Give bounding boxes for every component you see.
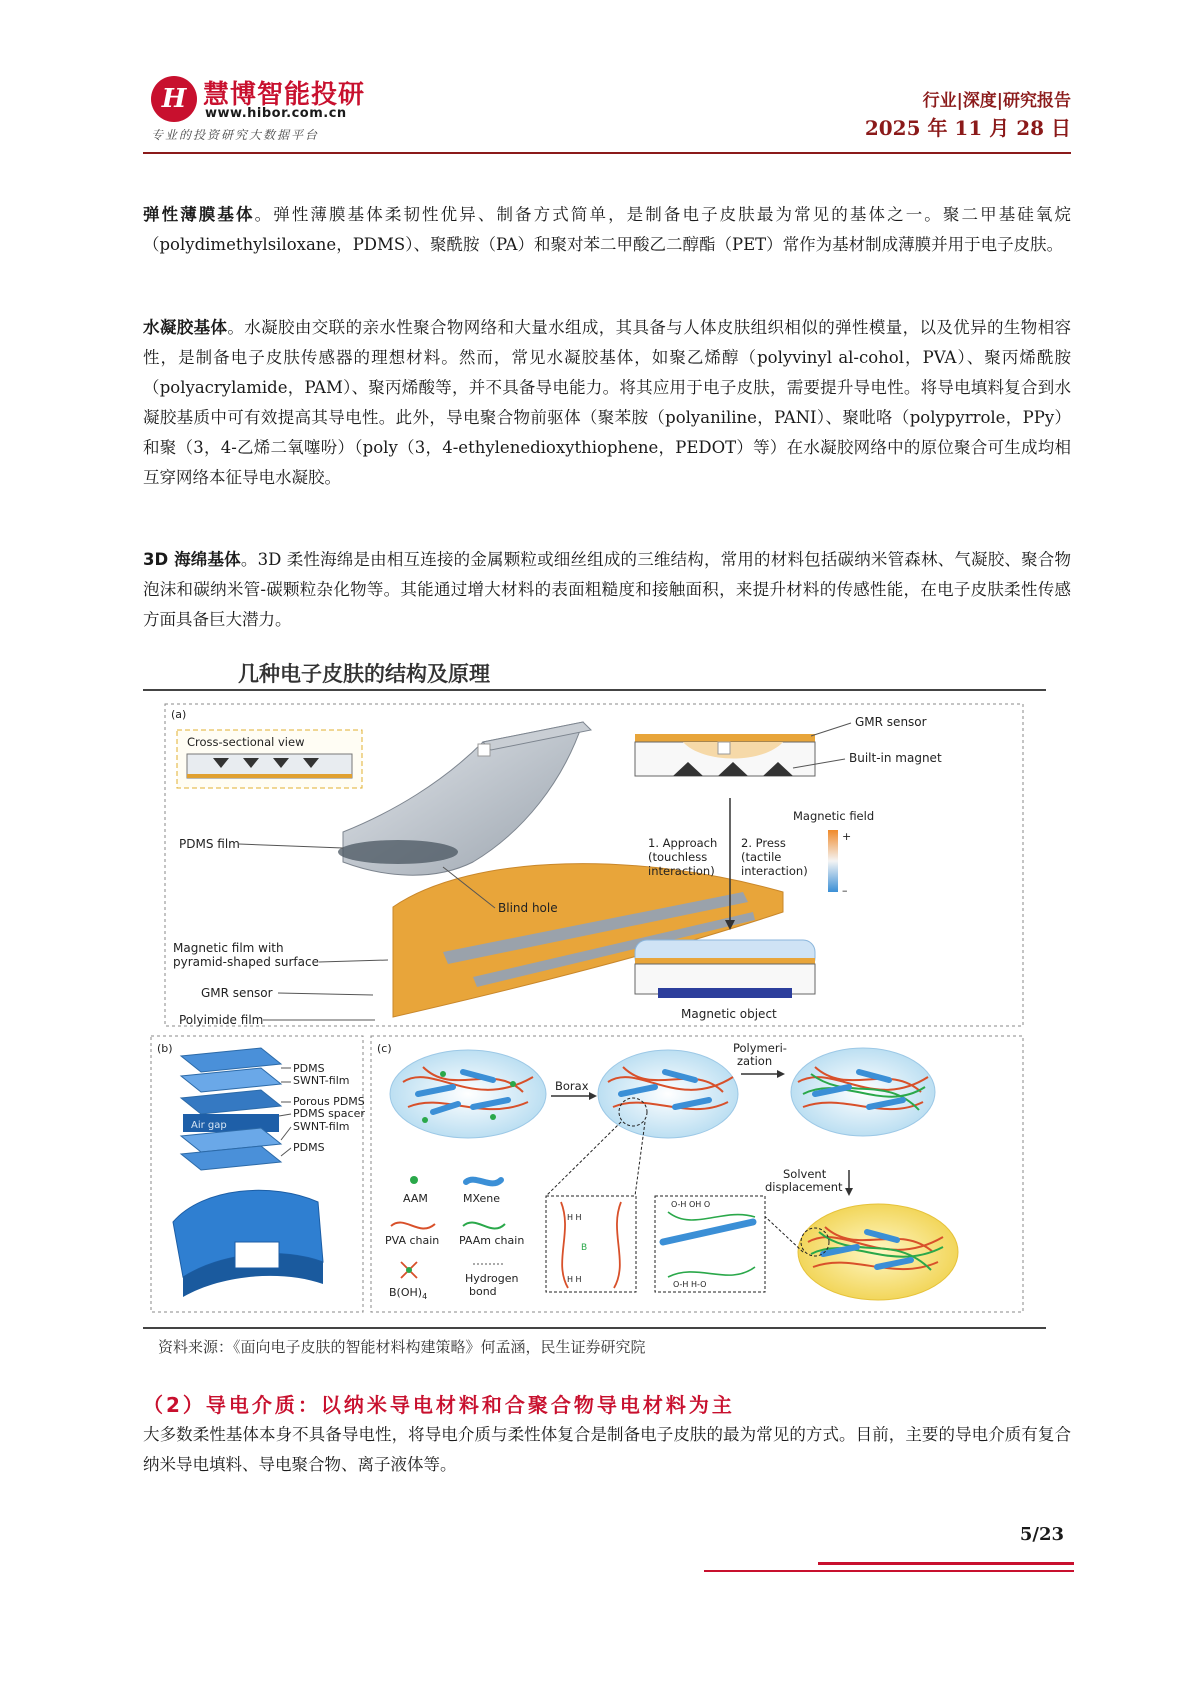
label-layer-2: Porous PDMS <box>293 1095 365 1108</box>
label-magnetic-field: Magnetic field <box>793 809 875 823</box>
label-press-2: (tactile <box>741 850 782 864</box>
figure-electronic-skin <box>143 702 1046 1318</box>
paragraph-hydrogel <box>143 313 1071 493</box>
paragraph-lead: 水凝胶基体 <box>143 318 228 337</box>
figure-top-rule <box>143 689 1046 691</box>
report-date: 2025 年 11 月 28 日 <box>864 116 1071 140</box>
label-polyimide: Polyimide film <box>179 1013 264 1027</box>
aam-dot <box>490 1114 496 1120</box>
layer-porous <box>181 1090 281 1114</box>
gmr-strip-pressed <box>635 958 815 964</box>
magnetic-object <box>658 988 792 998</box>
zoom-box-hbond <box>655 1196 765 1292</box>
legend-pva-icon <box>391 1223 435 1229</box>
hbond-atoms: O-H OH O <box>671 1200 711 1209</box>
label-layer-5: PDMS <box>293 1141 325 1154</box>
label-borax: Borax <box>555 1079 589 1093</box>
hydrogel-stage-1 <box>390 1050 546 1138</box>
figure-bottom-rule <box>143 1327 1046 1329</box>
header-divider <box>143 152 1071 154</box>
legend-mxene-icon <box>466 1180 501 1184</box>
cross-section-label: Cross-sectional view <box>187 735 305 749</box>
layer-swnt-top <box>181 1068 281 1092</box>
label-layer-4: SWNT-film <box>293 1120 350 1133</box>
layer-pdms-bottom <box>181 1146 281 1170</box>
panel-a <box>165 704 1023 1027</box>
label-press-3: interaction) <box>741 864 808 878</box>
legend-pva: PVA chain <box>385 1234 440 1247</box>
leader-layer-4 <box>281 1127 291 1140</box>
label-magnetic-object: Magnetic object <box>681 1007 777 1021</box>
footer-rule-thin <box>704 1570 1074 1572</box>
gmr-sensor-strip <box>635 734 815 742</box>
label-magnetic-film-2: pyramid-shaped surface <box>173 955 319 969</box>
panel-a-tag: (a) <box>171 708 187 721</box>
paragraph-text: 。3D 柔性海绵是由相互连接的金属颗粒或细丝组成的三维结构，常用的材料包括碳纳米管森林、气凝胶、聚合物泡沫和碳纳米管-碳颗粒杂化物等。其能通过增大材料的表面粗糙度和接触面积，来提升材料的传感性能，在电子皮肤柔性传感方面具备巨大潜力。 <box>143 550 1071 629</box>
label-solvent-1: Solvent <box>783 1167 827 1181</box>
aam-dot <box>510 1081 516 1087</box>
figure-title: 几种电子皮肤的结构及原理 <box>238 662 490 686</box>
leader-layer-3 <box>279 1114 291 1116</box>
aam-dot <box>422 1117 428 1123</box>
panel-c-tag: (c) <box>377 1042 392 1055</box>
legend-aam-icon <box>410 1176 418 1184</box>
section-heading: （2）导电介质：以纳米导电材料和合聚合物导电材料为主 <box>143 1393 735 1417</box>
paragraph-lead: 弹性薄膜基体 <box>143 205 255 224</box>
label-built-in-magnet: Built-in magnet <box>849 751 942 765</box>
label-approach-3: interaction) <box>648 864 715 878</box>
label-layer-1: SWNT-film <box>293 1074 350 1087</box>
legend-boh-center <box>406 1267 412 1273</box>
section-paragraph: 大多数柔性基体本身不具备导电性，将导电介质与柔性体复合是制备电子皮肤的最为常见的方式。目前，主要的导电介质有复合纳米导电填料、导电聚合物、离子液体等。 <box>143 1425 1071 1474</box>
logo-slogan: 专业的投资研究大数据平台 <box>151 128 320 142</box>
panel-b <box>151 1036 365 1312</box>
label-air-gap: Air gap <box>191 1120 227 1131</box>
cross-section-substrate <box>187 774 352 778</box>
label-magnetic-film-1: Magnetic film with <box>173 941 284 955</box>
label-polymerization-1: Polymeri- <box>733 1041 787 1055</box>
leader-magnetic-film <box>319 960 388 962</box>
borate-atom: H H <box>567 1275 582 1284</box>
colorbar-minus: – <box>842 884 848 897</box>
borate-center: B <box>581 1243 588 1253</box>
label-press-1: 2. Press <box>741 836 786 850</box>
colorbar-plus: + <box>842 830 852 843</box>
leader-layer-5 <box>281 1148 291 1156</box>
label-gmr-sensor-right: GMR sensor <box>855 715 927 729</box>
label-approach-1: 1. Approach <box>648 836 718 850</box>
blind-hole-array <box>338 840 458 864</box>
zoom-line-1a <box>546 1122 621 1196</box>
legend-paam-icon <box>463 1223 505 1229</box>
footer-rule-thick <box>818 1562 1074 1565</box>
label-layer-0: PDMS <box>293 1062 325 1075</box>
legend-paam: PAAm chain <box>459 1234 525 1247</box>
page-number: 5/23 <box>1019 1524 1064 1545</box>
logo-name: 慧博智能投研 <box>203 80 366 110</box>
paragraph-text: 。弹性薄膜基体柔韧性优异、制备方式简单，是制备电子皮肤最为常见的基体之一。聚二甲基硅氧烷（polydimethylsiloxane，PDMS）、聚酰胺（PA）和聚对苯二甲酸乙二醇酯（PET）常作为基材制成薄膜并用于电子皮肤。 <box>143 205 1072 254</box>
hibor-logo-icon: H <box>151 76 197 122</box>
pdms-window <box>478 744 490 756</box>
panel-b-tag: (b) <box>157 1042 173 1055</box>
figure-source: 资料来源：《面向电子皮肤的智能材料构建策略》何孟涵，民生证券研究院 <box>158 1338 646 1356</box>
arrow-poly-head <box>777 1070 785 1078</box>
arrow-borax-head <box>589 1092 597 1100</box>
page-header <box>143 72 1071 152</box>
arched-device-gap <box>235 1242 279 1268</box>
label-pdms-film: PDMS film <box>179 837 240 851</box>
legend-boh: $B(OH)_4$ <box>389 1286 428 1301</box>
borate-atom: H H <box>567 1213 582 1222</box>
label-solvent-2: displacement <box>765 1180 843 1194</box>
leader-pdms-film <box>239 844 343 848</box>
panel-c <box>371 1036 1023 1312</box>
report-type: 行业|深度|研究报告 <box>922 91 1071 111</box>
arrow-solvent-head <box>845 1188 853 1196</box>
paragraph-lead: 3D 海绵基体 <box>143 550 241 569</box>
legend-hydrogen-2: bond <box>469 1285 497 1298</box>
leader-gmr-right <box>811 723 851 736</box>
field-colorbar <box>828 830 838 892</box>
label-layer-3: PDMS spacer <box>293 1107 365 1120</box>
layer-pdms-top <box>181 1048 281 1072</box>
label-blind-hole: Blind hole <box>498 901 558 915</box>
sensor-window <box>718 742 730 754</box>
paragraph-text: 。水凝胶由交联的亲水性聚合物网络和大量水组成，其具备与人体皮肤组织相似的弹性模量，以及优异的生物相容性，是制备电子皮肤传感器的理想材料。然而，常见水凝胶基体，如聚乙烯醇（polyvinyl al-cohol，PVA）、聚丙烯酰胺（polyacrylamide，PAM）、聚丙烯酸等，并不具备导电能力。将其应用于电子皮肤，需要提升导电性。将导电填料复合到水凝胶基质中可有效提高其导电性。此外，导电聚合物前驱体（聚苯胺（polyaniline，PANI）、聚吡咯（polypyrrole，PPy）和聚（3，4-乙烯二氧噻吩）（poly（3，4-ethylenedioxythiophene，PEDOT）等）在水凝胶网络中的原位聚合可生成均相互穿网络本征导电水凝胶。 <box>143 318 1072 487</box>
legend-aam: AAM <box>403 1192 428 1205</box>
aam-dot <box>440 1071 446 1077</box>
legend-hydrogen-1: Hydrogen <box>465 1272 519 1285</box>
legend-mxene: MXene <box>463 1192 501 1205</box>
hbond-atoms: O-H H-O <box>673 1280 707 1289</box>
paragraph-3d-sponge <box>143 545 1071 635</box>
label-polymerization-2: zation <box>737 1054 773 1068</box>
zoom-box-borate <box>546 1196 636 1292</box>
label-approach-2: (touchless <box>648 850 708 864</box>
logo-url[interactable]: www.hibor.com.cn <box>205 106 347 121</box>
label-gmr-sensor-left: GMR sensor <box>201 986 273 1000</box>
paragraph-elastic-film <box>143 200 1071 260</box>
leader-gmr-sensor <box>278 993 373 995</box>
